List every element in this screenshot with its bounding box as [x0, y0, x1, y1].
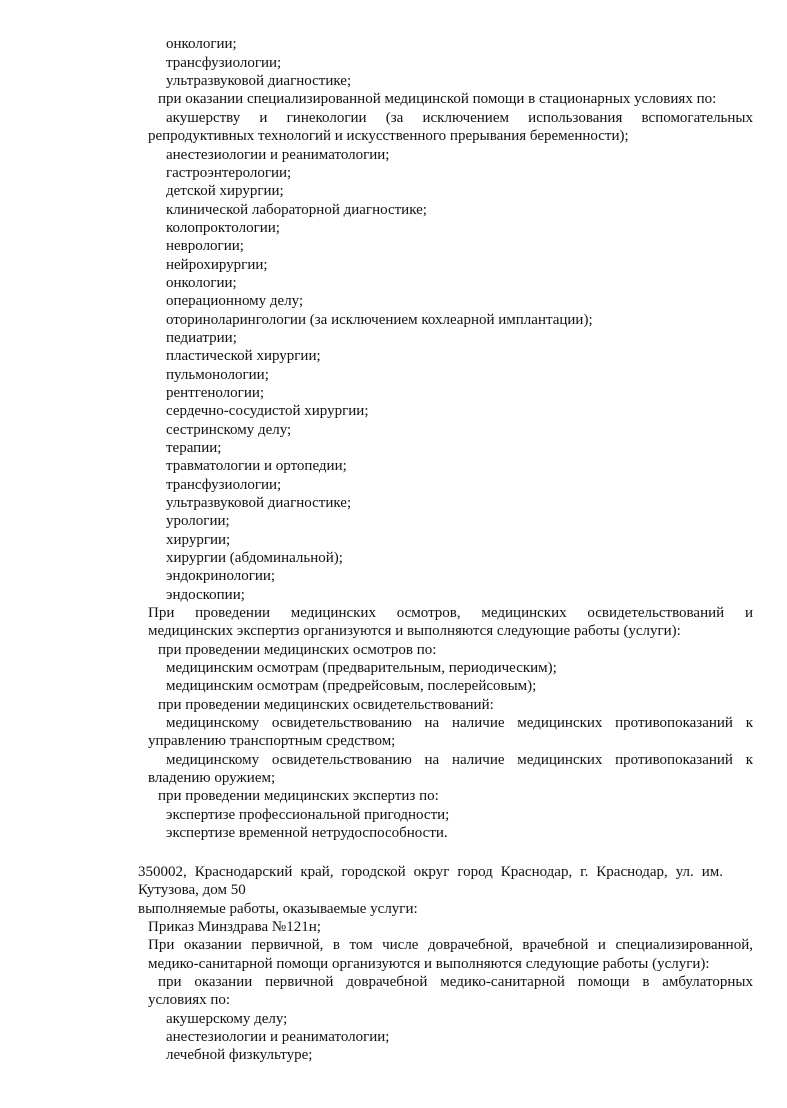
- list-item: медицинским осмотрам (предрейсовым, послерейсовым);: [166, 678, 537, 694]
- paragraph-line: медицинскому освидетельствованию на наличие медицинских противопоказаний к: [166, 752, 753, 768]
- list-item: пластической хирургии;: [166, 348, 321, 364]
- list-item: нейрохирургии;: [166, 257, 268, 273]
- list-item: клинической лабораторной диагностике;: [166, 202, 427, 218]
- paragraph-line: При проведении медицинских осмотров, медицинских освидетельствований и: [148, 605, 753, 621]
- paragraph-line: при оказании первичной доврачебной медико-санитарной помощи в амбулаторных: [158, 974, 753, 990]
- list-item: терапии;: [166, 440, 222, 456]
- list-item: сердечно-сосудистой хирургии;: [166, 403, 369, 419]
- paragraph-line: условиях по:: [148, 992, 231, 1008]
- list-item: медицинским осмотрам (предварительным, периодическим);: [166, 660, 557, 676]
- address-line: 350002, Краснодарский край, городской округ город Краснодар, г. Краснодар, ул. им.: [138, 864, 723, 880]
- list-item: операционному делу;: [166, 293, 304, 309]
- section-heading: при проведении медицинских осмотров по:: [158, 642, 437, 658]
- paragraph-line: владению оружием;: [148, 770, 276, 786]
- works-label: выполняемые работы, оказываемые услуги:: [138, 901, 418, 917]
- list-item: онкологии;: [166, 36, 237, 52]
- paragraph-line: медицинскому освидетельствованию на наличие медицинских противопоказаний к: [166, 715, 753, 731]
- list-item: хирургии (абдоминальной);: [166, 550, 343, 566]
- list-item: лечебной физкультуре;: [166, 1047, 313, 1063]
- list-item: онкологии;: [166, 275, 237, 291]
- list-item: гастроэнтерологии;: [166, 165, 292, 181]
- section-heading: при проведении медицинских экспертиз по:: [158, 788, 439, 804]
- list-item: анестезиологии и реаниматологии;: [166, 1029, 390, 1045]
- list-item: трансфузиологии;: [166, 477, 282, 493]
- paragraph-line: медицинских экспертиз организуются и выполняются следующие работы (услуги):: [148, 623, 681, 639]
- list-item: трансфузиологии;: [166, 55, 282, 71]
- list-item: педиатрии;: [166, 330, 237, 346]
- list-item: ультразвуковой диагностике;: [166, 495, 352, 511]
- paragraph-line: управлению транспортным средством;: [148, 733, 396, 749]
- list-item: пульмонологии;: [166, 367, 269, 383]
- order-reference: Приказ Минздрава №121н;: [148, 919, 321, 935]
- list-item: неврологии;: [166, 238, 244, 254]
- list-item: хирургии;: [166, 532, 231, 548]
- list-item: экспертизе профессиональной пригодности;: [166, 807, 450, 823]
- list-item: эндокринологии;: [166, 568, 276, 584]
- list-item: урологии;: [166, 513, 230, 529]
- paragraph-line: акушерству и гинекологии (за исключением использования вспомогательных: [166, 110, 753, 126]
- section-heading: при оказании специализированной медицинской помощи в стационарных условиях по:: [158, 91, 717, 107]
- list-item: детской хирургии;: [166, 183, 284, 199]
- paragraph-line: репродуктивных технологий и искусственного прерывания беременности);: [148, 128, 629, 144]
- list-item: травматологии и ортопедии;: [166, 458, 347, 474]
- address-line: Кутузова, дом 50: [138, 882, 246, 898]
- list-item: сестринскому делу;: [166, 422, 292, 438]
- list-item: анестезиологии и реаниматологии;: [166, 147, 390, 163]
- list-item: акушерскому делу;: [166, 1011, 288, 1027]
- list-item: оториноларингологии (за исключением кохлеарной имплантации);: [166, 312, 593, 328]
- list-item: рентгенологии;: [166, 385, 265, 401]
- section-heading: при проведении медицинских освидетельствований:: [158, 697, 494, 713]
- list-item: экспертизе временной нетрудоспособности.: [166, 825, 448, 841]
- list-item: ультразвуковой диагностике;: [166, 73, 352, 89]
- paragraph-line: медико-санитарной помощи организуются и выполняются следующие работы (услуги):: [148, 956, 710, 972]
- paragraph-line: При оказании первичной, в том числе доврачебной, врачебной и специализированной,: [148, 937, 753, 953]
- list-item: эндоскопии;: [166, 587, 245, 603]
- list-item: колопроктологии;: [166, 220, 280, 236]
